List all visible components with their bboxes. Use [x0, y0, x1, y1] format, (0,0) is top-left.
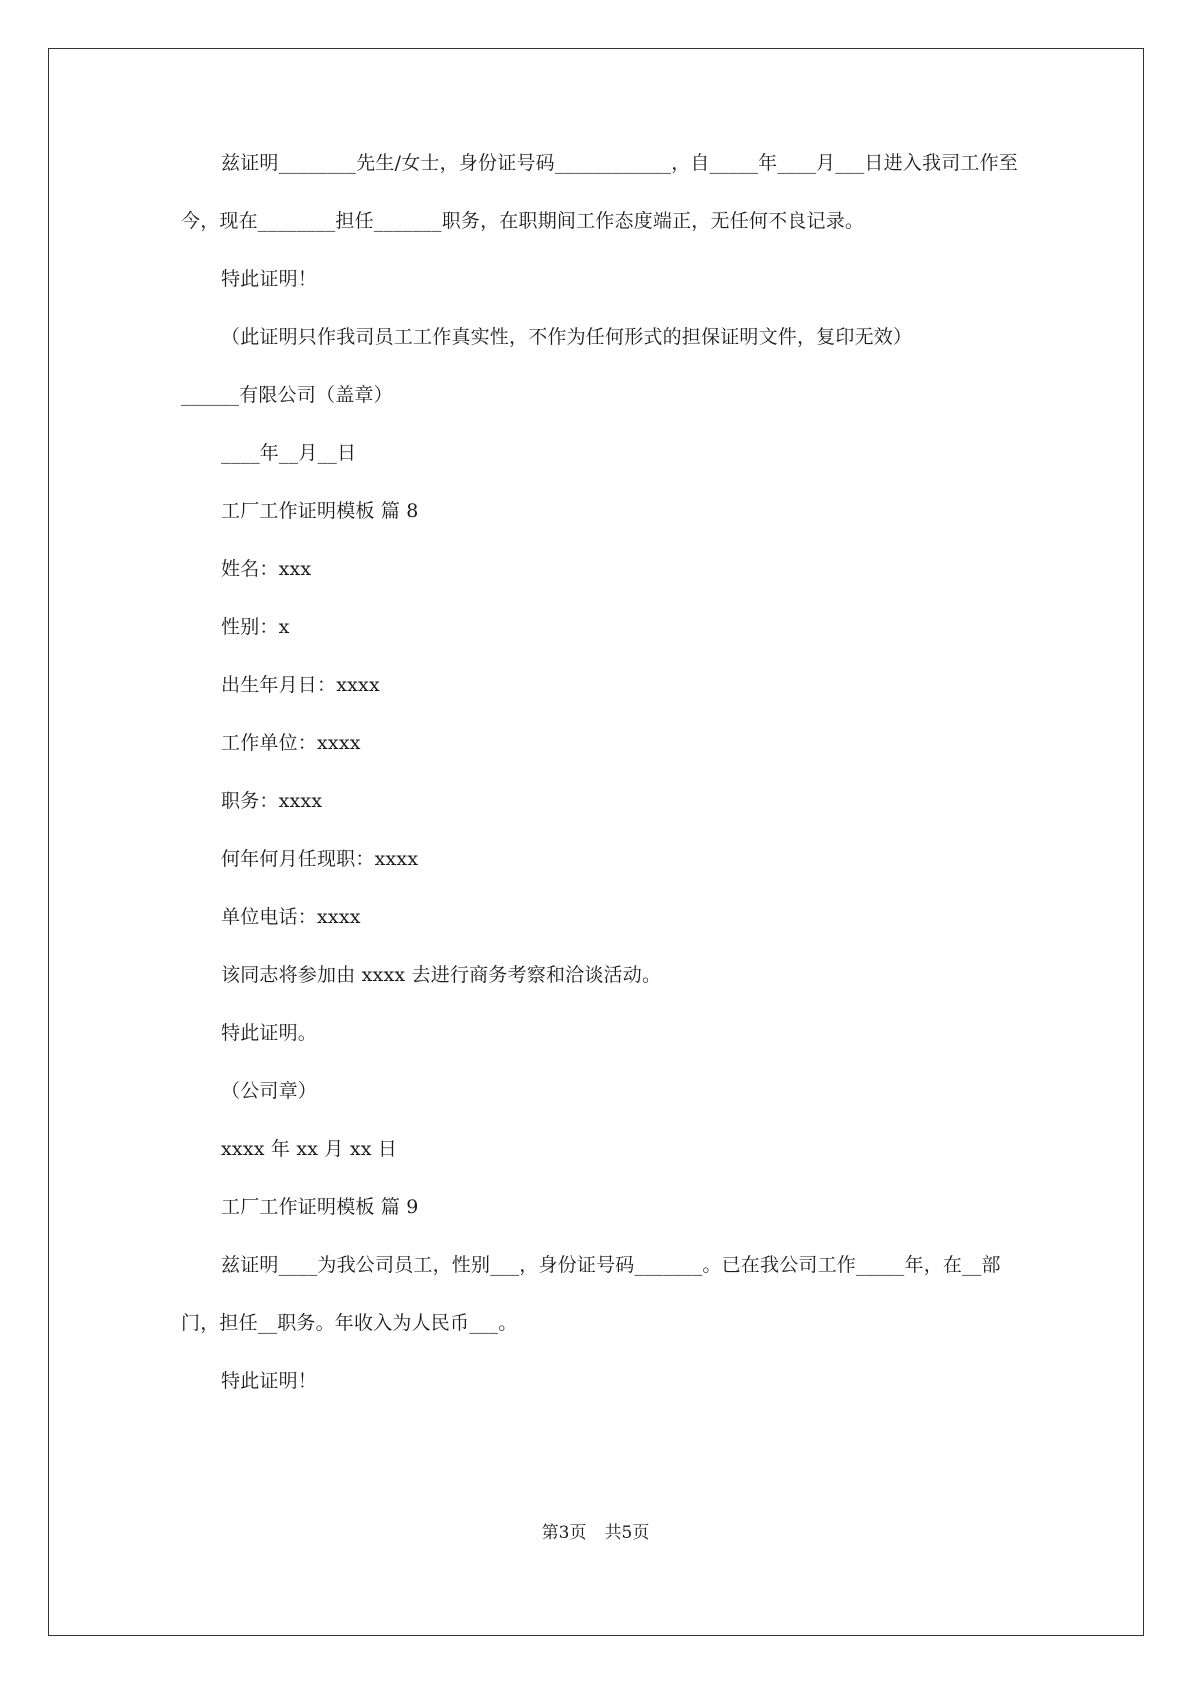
- field-employer: 工作单位：xxxx: [221, 732, 361, 754]
- company-seal-line: ______有限公司（盖章）: [181, 384, 393, 406]
- paragraph-line: 该同志将参加由 xxxx 去进行商务考察和洽谈活动。: [221, 964, 662, 986]
- paragraph-line: 特此证明。: [221, 1022, 318, 1044]
- company-stamp-line: （公司章）: [221, 1080, 318, 1102]
- page-frame: [48, 48, 1144, 1636]
- paragraph-line: 特此证明！: [221, 1370, 318, 1392]
- field-phone: 单位电话：xxxx: [221, 906, 361, 928]
- section-heading: 工厂工作证明模板 篇 9: [221, 1196, 419, 1218]
- field-position-since: 何年何月任现职：xxxx: [221, 848, 419, 870]
- paragraph-line: （此证明只作我司员工工作真实性，不作为任何形式的担保证明文件，复印无效）: [221, 326, 913, 348]
- field-name: 姓名：xxx: [221, 558, 312, 580]
- date-line: xxxx 年 xx 月 xx 日: [221, 1138, 398, 1160]
- paragraph-line: 兹证明________先生/女士，身份证号码____________，自_____年____月___日进入我司工作至: [221, 152, 1019, 174]
- paragraph-line: 兹证明____为我公司员工，性别___，身份证号码_______。已在我公司工作_____年，在__部: [221, 1254, 1001, 1276]
- date-line: ____年__月__日: [221, 442, 357, 464]
- paragraph-line: 特此证明！: [221, 268, 318, 290]
- field-position: 职务：xxxx: [221, 790, 323, 812]
- page-number-current: 第3页: [541, 1523, 587, 1543]
- paragraph-line: 今，现在________担任_______职务，在职期间工作态度端正，无任何不良记录。: [181, 210, 865, 232]
- field-gender: 性别：x: [221, 616, 290, 638]
- page-number-total: 共5页: [604, 1523, 650, 1543]
- paragraph-line: 门，担任__职务。年收入为人民币___。: [181, 1312, 518, 1334]
- field-birthdate: 出生年月日：xxxx: [221, 674, 380, 696]
- page-footer: [0, 1522, 1191, 1544]
- section-heading: 工厂工作证明模板 篇 8: [221, 500, 419, 522]
